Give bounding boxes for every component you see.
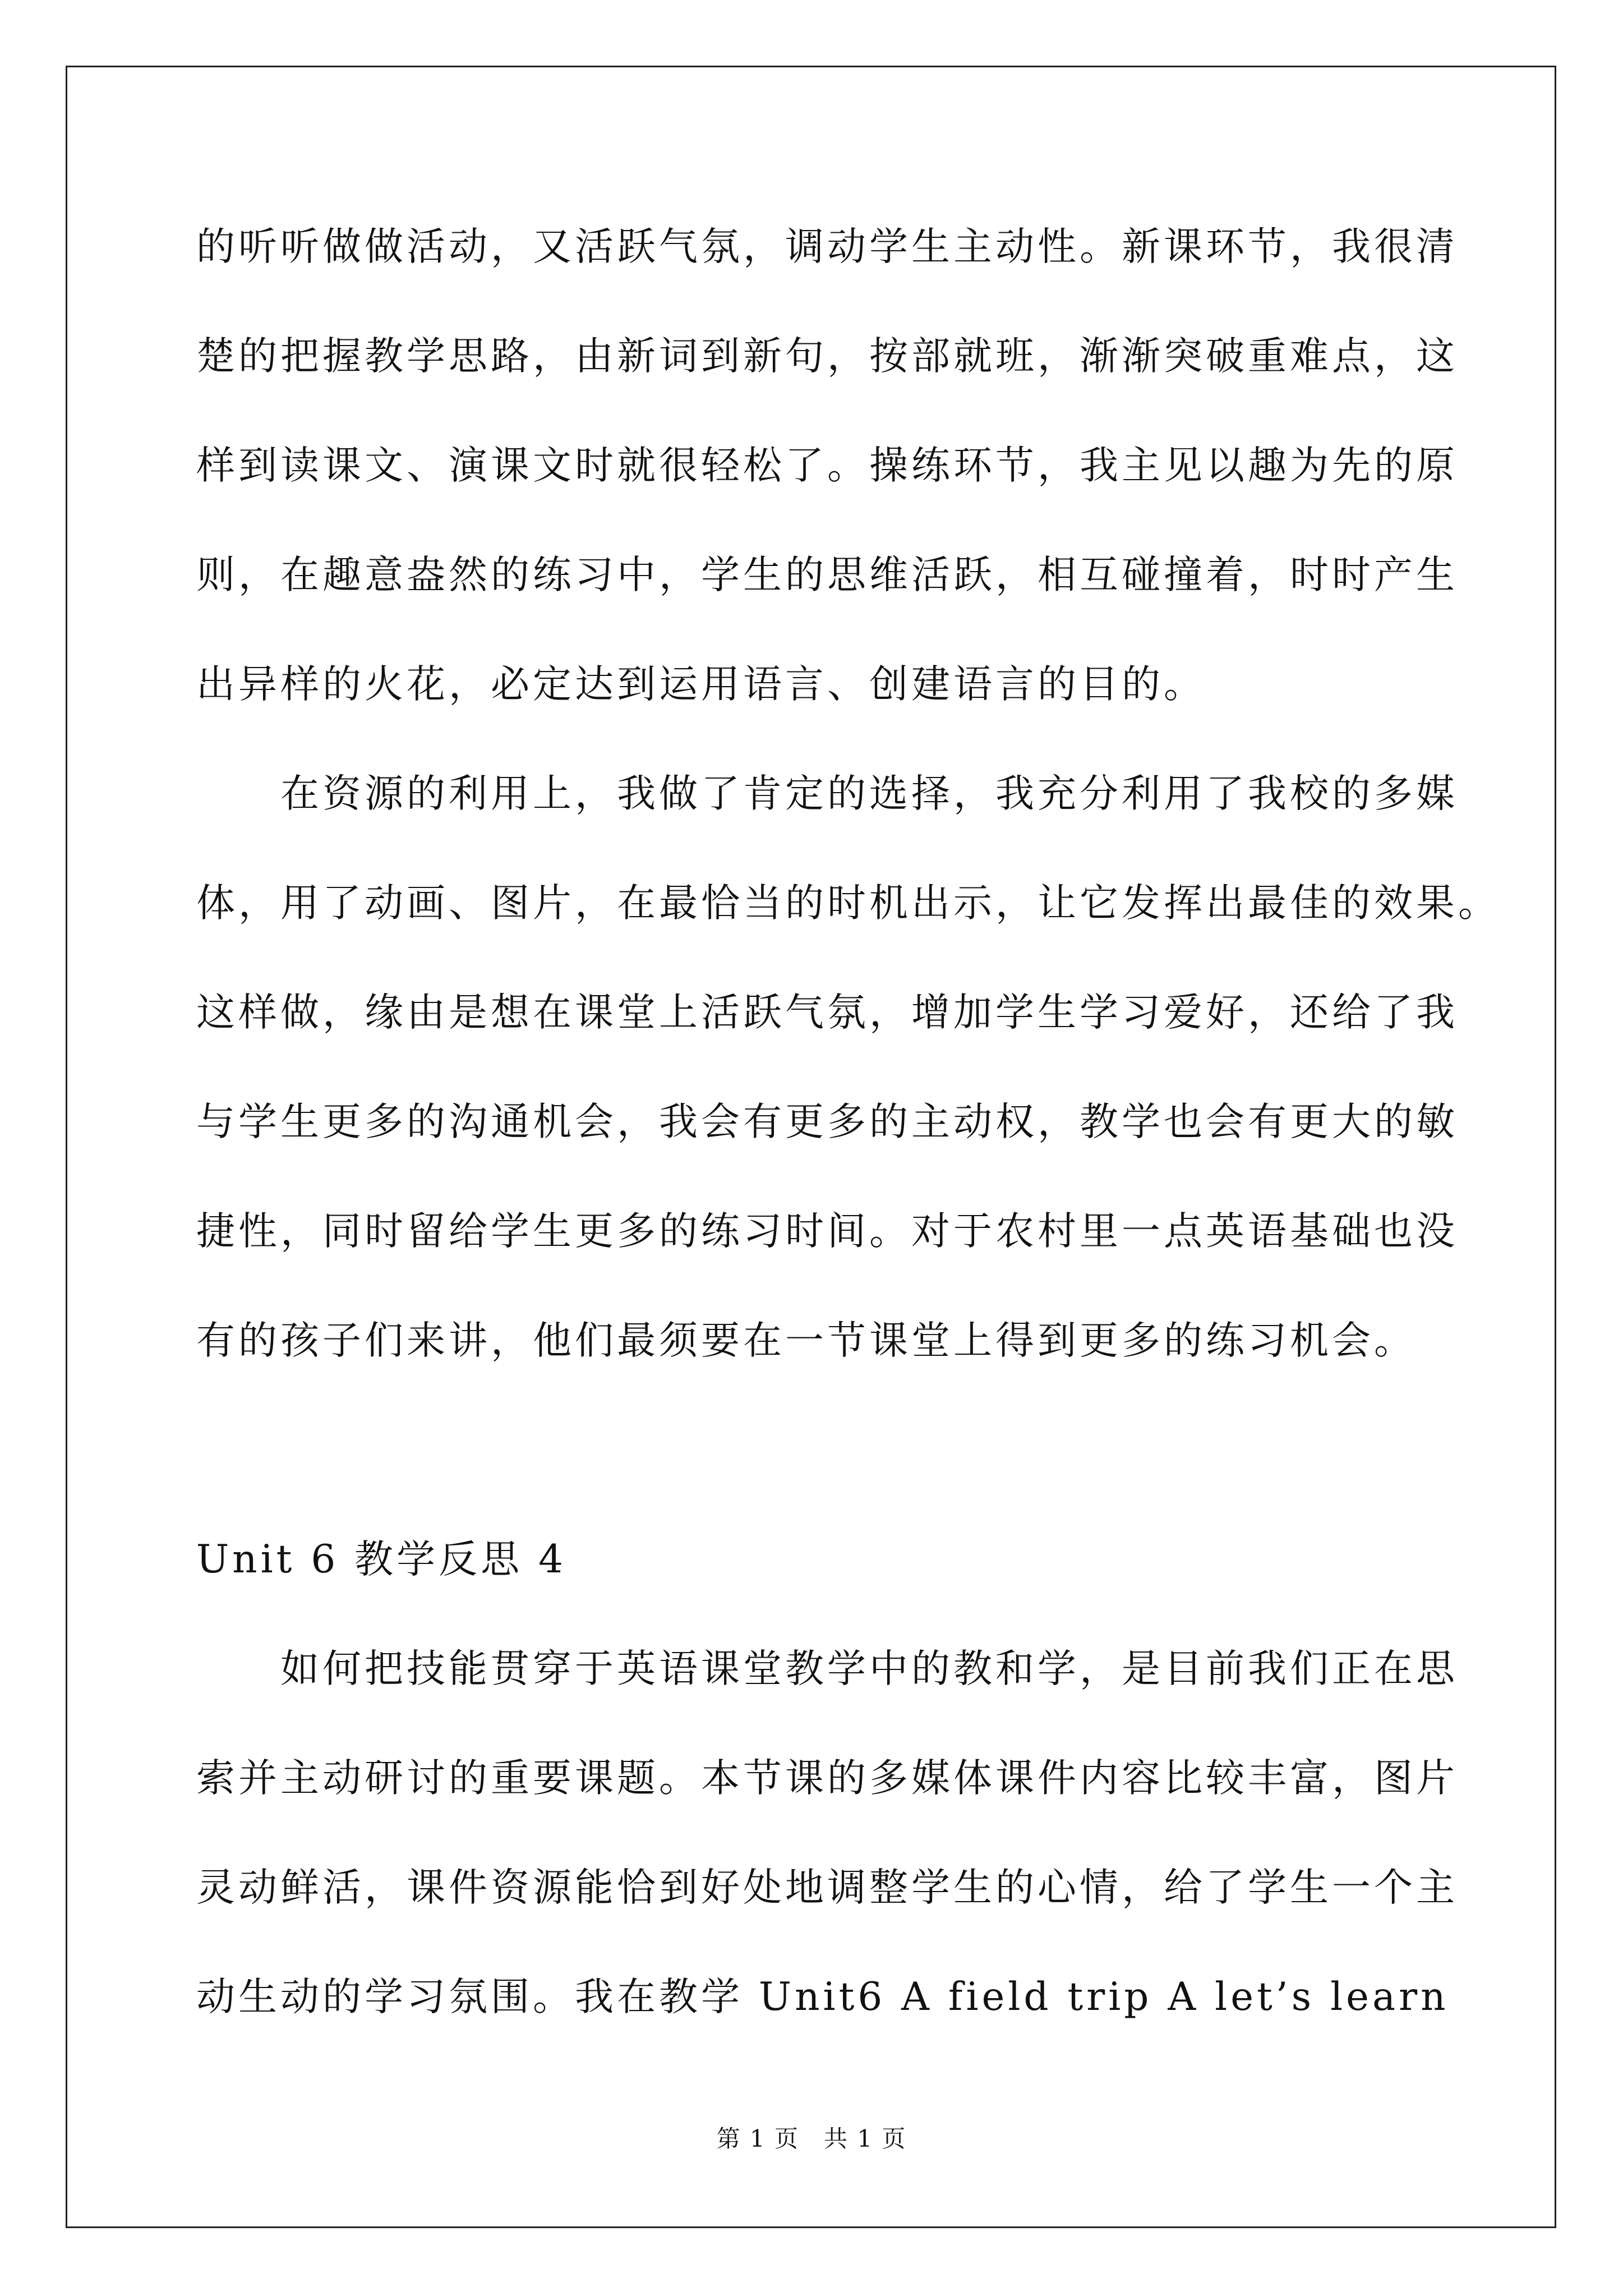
paragraph-3 xyxy=(196,1635,1458,2073)
paragraph-2 xyxy=(196,760,1500,1416)
text-line: 如何把技能贯穿于英语课堂教学中的教和学，是目前我们正在思 xyxy=(280,1646,1458,1691)
text-line: 则，在趣意盎然的练习中，学生的思维活跃，相互碰撞着，时时产生 xyxy=(196,553,1458,597)
text-line: 在资源的利用上，我做了肯定的选择，我充分利用了我校的多媒 xyxy=(280,771,1458,816)
text-line: 体，用了动画、图片，在最恰当的时机出示，让它发挥出最佳的效果。 xyxy=(196,881,1500,926)
text-line: 与学生更多的沟通机会，我会有更多的主动权，教学也会有更大的敏 xyxy=(196,1099,1458,1144)
text-line: 楚的把握教学思路，由新词到新句，按部就班，渐渐突破重难点，这 xyxy=(196,334,1458,379)
text-line: 样到读课文、演课文时就很轻松了。操练环节，我主见以趣为先的原 xyxy=(196,443,1458,488)
section-spacer xyxy=(196,1416,1430,1526)
text-line: 出异样的火花，必定达到运用语言、创建语言的目的。 xyxy=(196,662,1206,707)
text-line: 捷性，同时留给学生更多的练习时间。对于农村里一点英语基础也没 xyxy=(196,1209,1458,1254)
paragraph-1 xyxy=(196,213,1458,760)
text-line: 索并主动研讨的重要课题。本节课的多媒体课件内容比较丰富，图片 xyxy=(196,1756,1458,1801)
text-line: 的听听做做活动，又活跃气氛，调动学生主动性。新课环节，我很清 xyxy=(196,224,1458,269)
document-body xyxy=(196,213,1500,2073)
section-heading: Unit 6 教学反思 4 xyxy=(196,1537,566,1582)
text-line: 有的孩子们来讲，他们最须要在一节课堂上得到更多的练习机会。 xyxy=(196,1318,1416,1363)
page-footer: 第 1 页 共 1 页 xyxy=(716,2125,907,2152)
text-line: 这样做，缘由是想在课堂上活跃气氛，增加学生学习爱好，还给了我 xyxy=(196,990,1458,1035)
text-line: 灵动鲜活，课件资源能恰到好处地调整学生的心情，给了学生一个主 xyxy=(196,1865,1458,1910)
text-line: 动生动的学习氛围。我在教学 Unit6 A field trip A let’s learn xyxy=(196,1975,1449,2019)
